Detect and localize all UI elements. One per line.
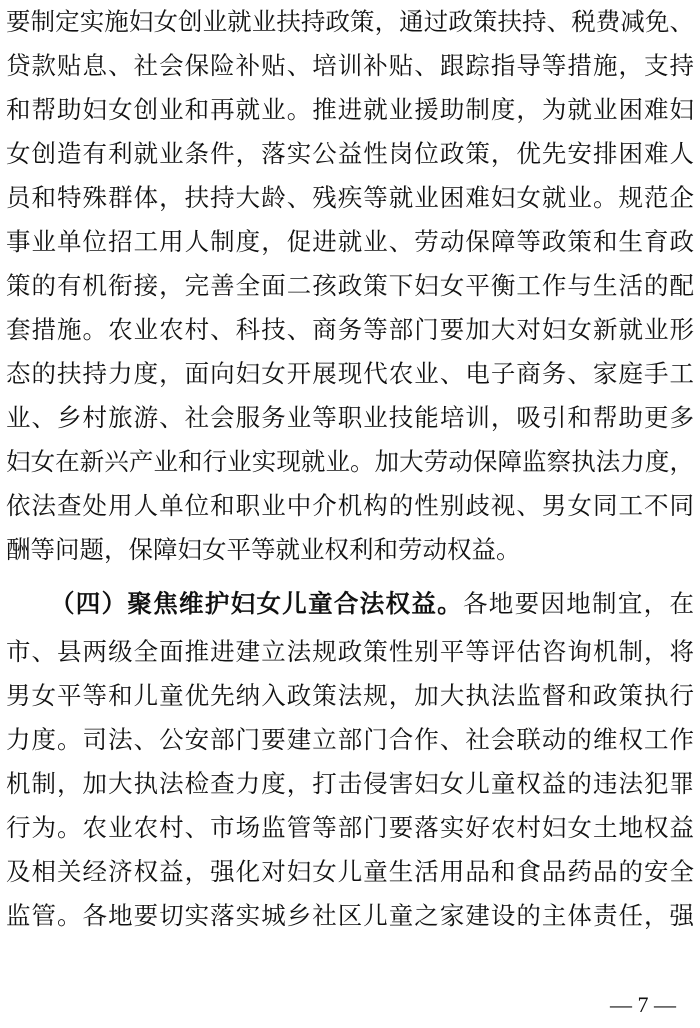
text-line: 力度。司法、公安部门要建立部门合作、社会联动的维权工作 xyxy=(6,725,694,754)
text-line: 套措施。农业农村、科技、商务等部门要加大对妇女新就业形 xyxy=(6,315,694,344)
text-line: 女创造有利就业条件，落实公益性岗位政策，优先安排困难人 xyxy=(6,139,694,168)
text-line: 监管。各地要切实落实城乡社区儿童之家建设的主体责任，强 xyxy=(6,901,694,930)
text-line: 员和特殊群体，扶持大龄、残疾等就业困难妇女就业。规范企 xyxy=(6,183,694,212)
paragraph-first-line xyxy=(50,582,694,626)
text-line: 业、乡村旅游、社会服务业等职业技能培训，吸引和帮助更多 xyxy=(6,403,694,432)
text-line: 酬等问题，保障妇女平等就业权利和劳动权益。 xyxy=(6,535,521,564)
text-span: 各地要因地制宜，在 xyxy=(463,589,694,618)
text-line: 行为。农业农村、市场监管等部门要落实好农村妇女土地权益 xyxy=(6,813,694,842)
text-line: 市、县两级全面推进建立法规政策性别平等评估咨询机制，将 xyxy=(6,637,694,666)
text-line: 策的有机衔接，完善全面二孩政策下妇女平衡工作与生活的配 xyxy=(6,271,694,300)
text-line: 态的扶持力度，面向妇女开展现代农业、电子商务、家庭手工 xyxy=(6,359,694,388)
text-line: 及相关经济权益，强化对妇女儿童生活用品和食品药品的安全 xyxy=(6,857,694,886)
text-line: 妇女在新兴产业和行业实现就业。加大劳动保障监察执法力度， xyxy=(6,447,694,476)
text-line: 和帮助妇女创业和再就业。推进就业援助制度，为就业困难妇 xyxy=(6,95,694,124)
text-line: 要制定实施妇女创业就业扶持政策，通过政策扶持、税费减免、 xyxy=(6,7,694,36)
page-number: — 7 — xyxy=(610,992,676,1017)
text-line: 依法查处用人单位和职业中介机构的性别歧视、男女同工不同 xyxy=(6,491,694,520)
section-heading: （四）聚焦维护妇女儿童合法权益。 xyxy=(50,589,463,618)
text-line: 贷款贴息、社会保险补贴、培训补贴、跟踪指导等措施，支持 xyxy=(6,51,694,80)
text-line: 事业单位招工用人制度，促进就业、劳动保障等政策和生育政 xyxy=(6,227,694,256)
text-line: 男女平等和儿童优先纳入政策法规，加大执法监督和政策执行 xyxy=(6,681,694,710)
text-line: 机制，加大执法检查力度，打击侵害妇女儿童权益的违法犯罪 xyxy=(6,769,694,798)
